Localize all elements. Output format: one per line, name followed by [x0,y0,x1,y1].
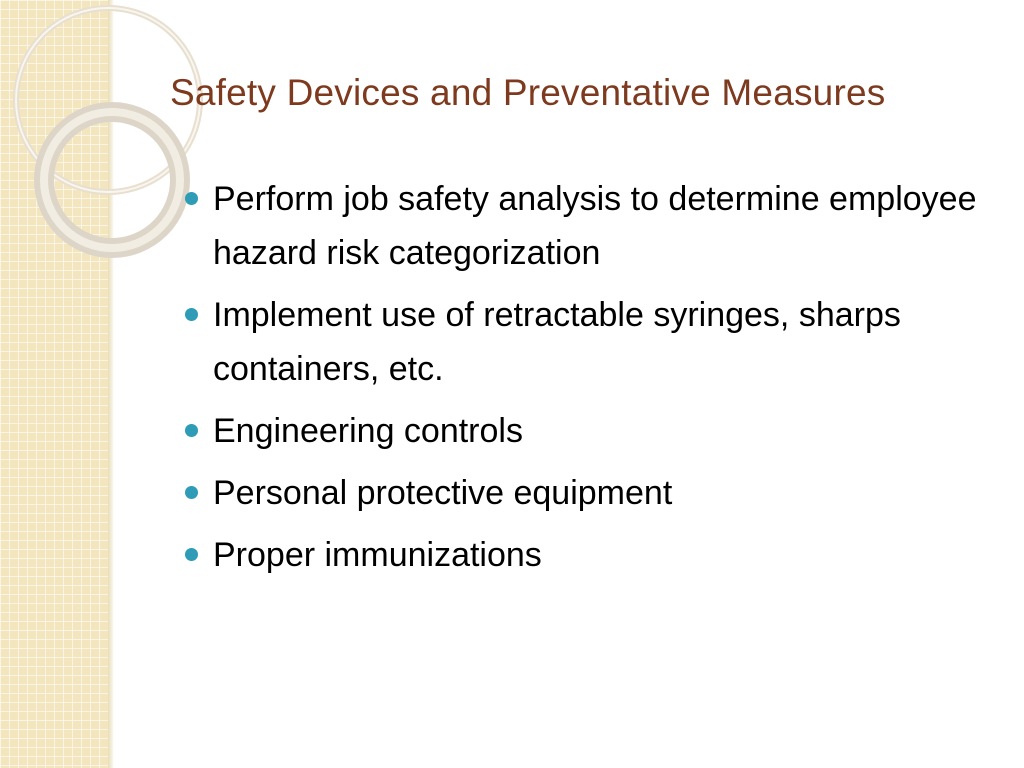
bullet-text: Engineering controls [213,412,523,450]
bullet-text: Personal protective equipment [213,474,673,512]
bullet-dot-icon [185,308,198,321]
decorative-rings [0,0,200,260]
bullet-item [185,288,985,396]
bullet-item [185,466,985,520]
bullet-text: Perform job safety analysis to determine employee hazard risk categorization [213,180,977,272]
bullet-list [185,172,985,590]
bullet-item [185,528,985,582]
bullet-dot-icon [185,486,198,499]
slide-title: Safety Devices and Preventative Measures [170,72,886,113]
bullet-item [185,172,985,280]
bullet-dot-icon [185,424,198,437]
bullet-text: Proper immunizations [213,536,542,574]
bullet-text: Implement use of retractable syringes, sharps containers, etc. [213,296,901,388]
bullet-dot-icon [185,192,198,205]
bullet-dot-icon [185,548,198,561]
bullet-item [185,404,985,458]
